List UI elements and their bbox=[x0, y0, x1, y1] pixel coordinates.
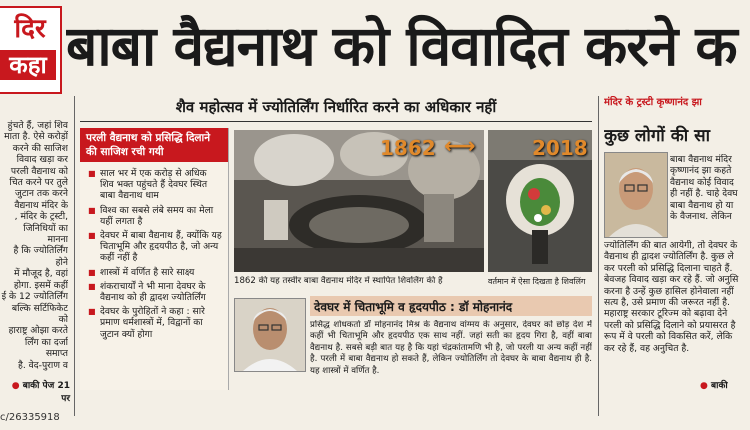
right-line: बेवजह विवाद खड़ा कर रहे हैं. जो अनुसि bbox=[604, 274, 739, 286]
left-line: र्लिंग का दर्जा समाप्त bbox=[24, 336, 68, 360]
left-line: करने की साजिश bbox=[12, 142, 68, 154]
left-line: वैद्यनाथ मंदिर के bbox=[14, 199, 68, 211]
column-divider-left bbox=[74, 96, 75, 416]
section-box-line1: दिर bbox=[14, 14, 46, 44]
right-line: ही नहीं है. चाहे देवघ bbox=[670, 188, 738, 200]
right-line: कर परली को प्रसिद्धि दिलाना चाहते हैं. bbox=[604, 262, 733, 274]
left-line: हाराष्ट्र ओझा करते bbox=[8, 325, 68, 337]
left-line: माता है. ऐसे करोड़ों bbox=[4, 131, 68, 143]
right-line: के वैजनाथ. लेकिन bbox=[670, 211, 732, 223]
right-line: रूप में वे परली को विकसित करें, लेकि bbox=[604, 331, 733, 343]
section-box bbox=[0, 6, 62, 94]
left-line: बल्कि सर्टिफिकेट को bbox=[11, 302, 68, 325]
bullet-item: ■ देवघर में बाबा वैद्यनाथ हैं, क्योंकि यह चिताभूमि और हृदयपीठ है, जो अन्य कहीं नहीं है bbox=[88, 230, 222, 264]
bullet-item: ■ शास्त्रों में वर्णित है सारे साक्ष्य bbox=[88, 267, 222, 278]
quote-heading: देवघर में चिताभूमि व हृदयपीठ : डॉ मोहनानंद bbox=[310, 296, 592, 316]
subheadline-rule bbox=[80, 121, 592, 122]
right-line: वैद्यनाथ ही द्वादश ज्योतिर्लिंग है. कुछ ले bbox=[604, 251, 734, 263]
right-line: ज्योतिर्लिंग की बात आयेगी, तो देवघर के bbox=[604, 240, 738, 251]
left-line: होगा. इसमें कहीं bbox=[13, 279, 68, 291]
bullet-item: ■ शंकराचार्यों ने भी माना देवघर के वैद्यनाथ को ही द्वादश ज्योतिर्लिंग bbox=[88, 281, 222, 303]
sidebar-box bbox=[80, 128, 229, 390]
right-heading: कुछ लोगों की सा bbox=[604, 126, 710, 146]
sidebar-bullets bbox=[80, 162, 228, 340]
year-right: 2018 bbox=[532, 136, 588, 160]
caption-1862: 1862 की यह तस्वीर बाबा वैद्यनाथ मंदिर में स्थापित शिवलिंग की है bbox=[234, 276, 443, 286]
right-line: परली को प्रसिद्धि दिलाने को प्रयासरत है bbox=[604, 319, 736, 331]
main-headline: बाबा वैद्यनाथ को विवादित करने क bbox=[66, 14, 737, 78]
right-text-beside bbox=[670, 154, 750, 238]
right-continued: ● बाकी bbox=[700, 381, 728, 391]
left-column-text bbox=[0, 120, 68, 376]
bullet-item: ■ विश्व का सबसे लंबे समय का मेला यहीं लगता है bbox=[88, 205, 222, 227]
right-line: वैद्यनाथ कोई विवाद bbox=[670, 176, 734, 188]
right-line: सत्य है, उसे प्रमाण की जरूरत नहीं है. bbox=[604, 297, 730, 309]
left-line: चित करने पर तुले bbox=[9, 177, 68, 189]
left-line: है. वेद-पुराण व bbox=[17, 359, 68, 371]
left-line: जुटान तक करने bbox=[15, 188, 68, 200]
right-kicker: मंदिर के ट्रस्टी कृष्णानंद झा bbox=[604, 97, 702, 108]
bullet-item: ■ देवघर के पुरोहितों ने कहा : सारे प्रमाण धर्मशास्त्रों में, विद्वानों का जुटान क्यों होगा bbox=[88, 306, 222, 340]
footer-code: c/26335918 bbox=[0, 412, 60, 423]
right-line: कर रहे हैं, वह अनुचित है. bbox=[604, 342, 690, 354]
portrait-mohnanand bbox=[234, 298, 306, 372]
bullet-item: ■ साल भर में एक करोड़ से अधिक शिव भक्त पहुंचते हैं देवघर स्थित बाबा वैद्यनाथ धाम bbox=[88, 168, 222, 202]
right-text-below bbox=[604, 240, 750, 364]
left-line: परली वैद्यनाथ को bbox=[10, 165, 68, 177]
left-continued: ● बाकी पेज 21 पर bbox=[11, 381, 70, 404]
left-line: ई के 12 ज्योतिर्लिंग bbox=[1, 291, 68, 303]
left-line: में मौजूद है, वहां bbox=[14, 268, 68, 280]
sidebar-title: परली वैद्यनाथ को प्रसिद्धि दिलाने की साजिश रची गयी bbox=[80, 128, 228, 162]
quote-body: प्रसिद्ध शोधकर्ता डॉ मोहनानंद मिश्र के वैद्यनाथ वांग्मय के अनुसार, देवघर को छोड़ देश में कहीं भी चिताभूमि और हृदयपीठ एक साथ नहीं. जहां सती का हृदय गिरा है, वहीं बाबा वैद्यनाथ है. सबसे बड़ी बात यह है कि यहां चंद्रकांतामणि भी है, जो परली या अन्य कहीं नहीं है. परली में बाबा वैद्यनाथ हो सकते हैं, लेकिन ज्योतिर्लिंग तो देवघर के बाबा वैद्यनाथ ही है. यह शास्त्रों में वर्णित है. bbox=[310, 320, 592, 376]
right-line: कृष्णानंद झा कहते bbox=[670, 165, 732, 177]
right-line: बाबा वैद्यनाथ मंदिर bbox=[670, 154, 732, 165]
portrait-krishnanand bbox=[604, 152, 668, 238]
right-line: करना है उन्हें कुछ हासिल होनेवाला नहीं bbox=[604, 285, 734, 297]
left-line: , मंदिर के ट्रस्टी, bbox=[14, 211, 68, 223]
year-arrow: ⟷ bbox=[444, 134, 476, 159]
caption-2018: वर्तमान में ऐसा दिखता है शिवलिंग bbox=[488, 277, 586, 286]
year-left: 1862 bbox=[380, 136, 436, 160]
right-line: महाराष्ट्र सरकार टूरिज्म को बढ़ावा देने bbox=[604, 308, 728, 320]
column-divider-right bbox=[598, 96, 599, 416]
left-line: जिनिधियों का मानना bbox=[23, 222, 68, 246]
left-line: विवाद खड़ा कर bbox=[16, 154, 68, 166]
left-line: हुंचते हैं, जहां शिव bbox=[7, 120, 68, 131]
left-line: है कि ज्योतिर्लिंग होने bbox=[13, 245, 68, 268]
section-box-line2: कहा bbox=[0, 50, 56, 80]
subheadline: शैव महोत्सव में ज्योतिर्लिंग निर्धारित करने का अधिकार नहीं bbox=[175, 98, 497, 116]
right-line: बाबा वैद्यनाथ हो या bbox=[670, 199, 734, 211]
